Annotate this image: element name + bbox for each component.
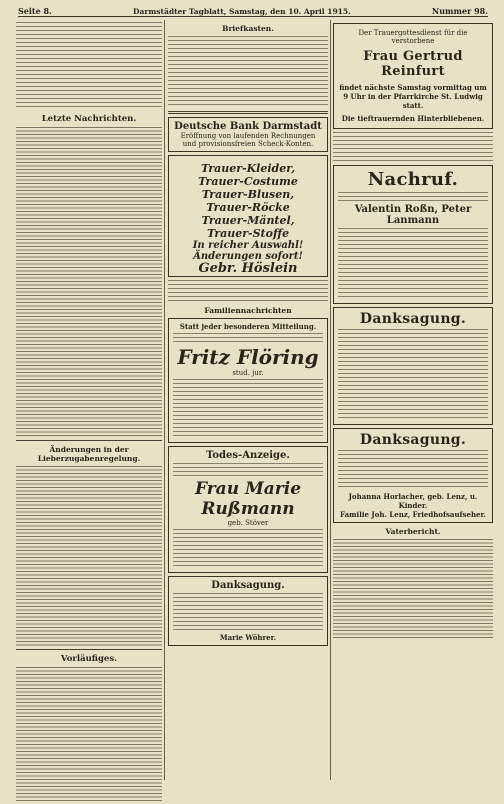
trauer-foot: Die tieftrauernden Hinterbliebenen. bbox=[341, 114, 485, 123]
masthead-date: Darmstädter Tagblatt, Samstag, den 10. April 1915. bbox=[133, 7, 351, 16]
news-text bbox=[16, 667, 162, 802]
advert-text bbox=[168, 280, 328, 302]
news-text bbox=[16, 127, 162, 437]
column-middle bbox=[168, 20, 328, 649]
news-text bbox=[16, 22, 162, 110]
todes-title: Todes-Anzeige. bbox=[206, 450, 290, 461]
page-number: Seite 8. bbox=[18, 6, 52, 16]
danksagung-advert-1 bbox=[333, 307, 493, 425]
trauer-advert bbox=[168, 155, 328, 277]
nachruf-advert bbox=[333, 165, 493, 304]
todes-anzeige bbox=[168, 446, 328, 573]
danksagung-signature: Marie Wöhrer. bbox=[219, 633, 277, 642]
news-text bbox=[333, 539, 493, 639]
fritz-sub: stud. jur. bbox=[232, 369, 264, 377]
trauer-line: Trauer-Blusen, Trauer-Röcke bbox=[201, 188, 295, 214]
familiennachrichten-title: Familiennachrichten bbox=[204, 306, 292, 315]
column-rule bbox=[330, 20, 331, 780]
fritz-name: Fritz Flöring bbox=[177, 345, 319, 369]
trauer-details: findet nächste Samstag vormittag um 9 Uhr in der Pfarrkirche St. Ludwig statt. bbox=[339, 83, 487, 110]
danksagung-advert bbox=[168, 576, 328, 646]
advert-text bbox=[333, 132, 493, 162]
danksagung-advert-2 bbox=[333, 428, 493, 523]
column-rule bbox=[164, 20, 165, 780]
bank-title: Deutsche Bank Darmstadt bbox=[174, 121, 322, 132]
column-left bbox=[16, 20, 162, 804]
frau-sub: geb. Stöver bbox=[227, 519, 269, 527]
trauer-head: Der Trauergottesdienst für die verstorbene bbox=[358, 29, 468, 45]
trauer-line: In reicher Auswahl! bbox=[192, 240, 304, 251]
danksagung-family: Familie Joh. Lenz, Friedhofsaufseher. bbox=[340, 510, 486, 519]
danksagung-title: Danksagung. bbox=[359, 432, 467, 448]
bank-advert bbox=[168, 117, 328, 152]
statt-advert bbox=[168, 318, 328, 443]
frau-name: Frau Marie Rußmann bbox=[194, 479, 302, 519]
trauer-firm: Gebr. Höslein bbox=[198, 261, 298, 276]
column-right bbox=[333, 20, 493, 641]
statt-title: Statt jeder besonderen Mitteilung. bbox=[179, 322, 317, 331]
nachruf-title: Nachruf. bbox=[367, 169, 459, 190]
danksagung-names: Johanna Horlacher, geb. Lenz, u. Kinder. bbox=[348, 492, 478, 510]
trauer-name: Frau Gertrud Reinfurt bbox=[363, 49, 463, 79]
page-header bbox=[18, 4, 488, 17]
trauer-line: Änderungen sofort! bbox=[193, 251, 303, 262]
vaterland-title: Vaterbericht. bbox=[385, 527, 441, 536]
section-vorlaufiges: Vorläufiges. bbox=[60, 654, 118, 664]
issue-number: Nummer 98. bbox=[431, 6, 488, 16]
section-anderungen: Änderungen in der Lieberzugabenregelung. bbox=[37, 445, 141, 463]
bank-subtitle: Eröffnung von laufenden Rechnungen und provisionsfreien Scheck-Konten. bbox=[180, 132, 316, 148]
news-text bbox=[16, 466, 162, 646]
trauergottesdienst-advert bbox=[333, 23, 493, 129]
danksagung-title: Danksagung. bbox=[211, 580, 285, 591]
briefkasten-text bbox=[168, 36, 328, 108]
trauer-line: Trauer-Mäntel, Trauer-Stoffe bbox=[201, 214, 295, 240]
trauer-line: Trauer-Kleider, Trauer-Costume bbox=[198, 162, 298, 188]
briefkasten-title: Briefkasten. bbox=[222, 24, 274, 33]
section-letzte-nachrichten: Letzte Nachrichten. bbox=[41, 114, 137, 124]
danksagung-title: Danksagung. bbox=[359, 311, 467, 327]
nachruf-name: Valentin Roßn, Peter Lanmann bbox=[354, 204, 472, 226]
